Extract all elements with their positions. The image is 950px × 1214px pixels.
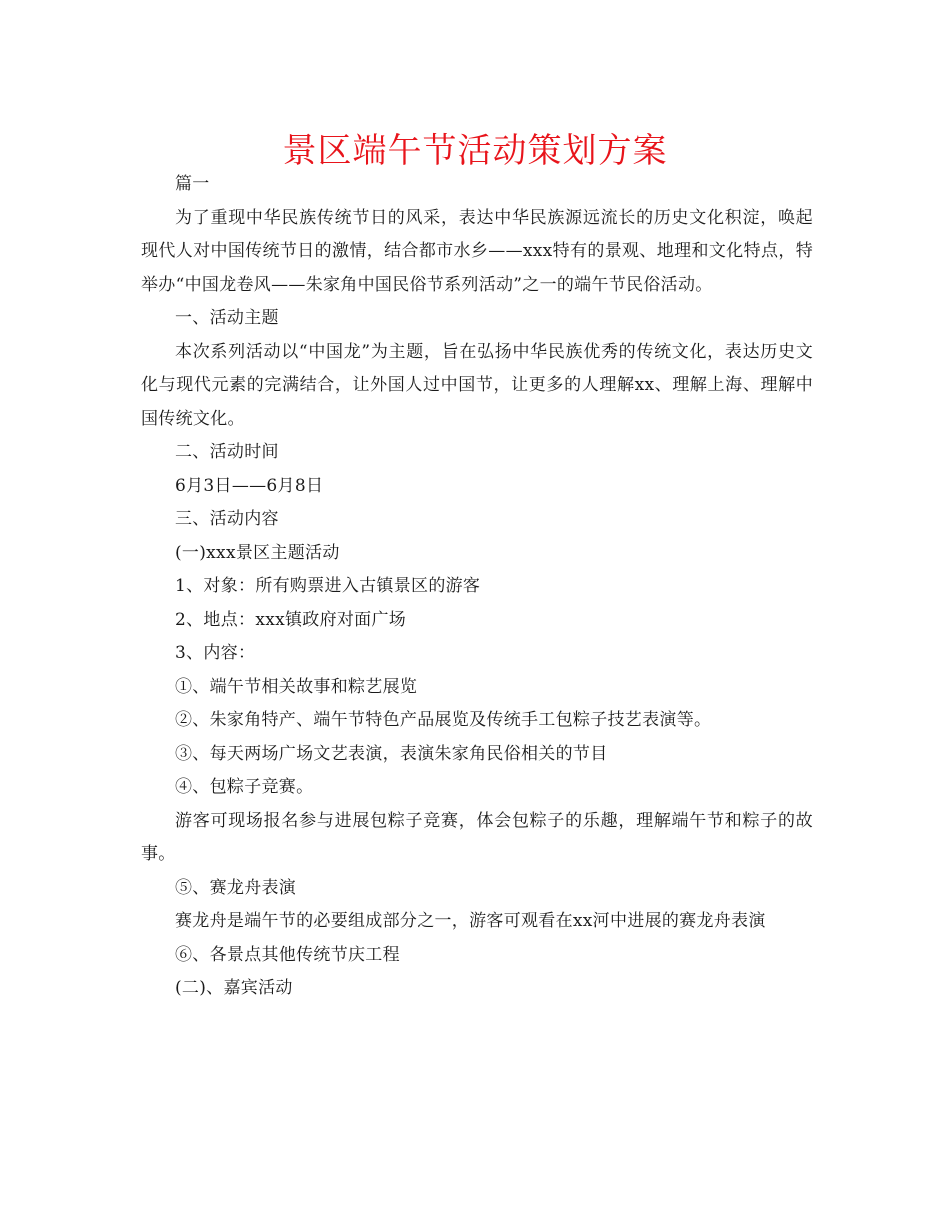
document-title: 景区端午节活动策划方案	[282, 131, 668, 171]
list-item-location: 2、地点：xxx镇政府对面广场	[175, 609, 407, 630]
document-body	[141, 168, 813, 1006]
list-item-performances: ③、每天两场广场文艺表演，表演朱家角民俗相关的节目	[175, 743, 608, 764]
list-item-exhibition: ①、端午节相关故事和粽艺展览	[175, 676, 418, 697]
heading-activity-content: 三、活动内容	[175, 509, 279, 529]
list-item-audience: 1、对象：所有购票进入古镇景区的游客	[175, 576, 481, 596]
subheading-guest-activities: (二)、嘉宾活动	[175, 978, 293, 998]
list-item-dragon-boat: ⑤、赛龙舟表演	[175, 877, 297, 898]
subheading-scenic-area-activities: (一)xxx景区主题活动	[175, 542, 340, 563]
dragon-boat-paragraph: 赛龙舟是端午节的必要组成部分之一，游客可观看在xx河中进展的赛龙舟表演	[175, 911, 766, 931]
theme-paragraph: 本次系列活动以“中国龙”为主题，旨在弘扬中华民族优秀的传统文化，表达历史文化与现代元素的完满结合，让外国人过中国节，让更多的人理解xx、理解上海、理解中国传统文化。	[141, 341, 813, 429]
list-item-zongzi-contest: ④、包粽子竞赛。	[175, 777, 314, 797]
list-item-other-projects: ⑥、各景点其他传统节庆工程	[175, 944, 400, 965]
section-label-pian-yi: 篇一	[175, 174, 210, 194]
zongzi-contest-paragraph: 游客可现场报名参与进展包粽子竞赛，体会包粽子的乐趣，理解端午节和粽子的故事。	[141, 810, 813, 864]
heading-activity-time: 二、活动时间	[175, 442, 279, 462]
heading-activity-theme: 一、活动主题	[175, 308, 279, 328]
intro-paragraph: 为了重现中华民族传统节日的风采，表达中华民族源远流长的历史文化积淀，唤起现代人对中国传统节日的激情，结合都市水乡——xxx特有的景观、地理和文化特点，特举办“中国龙卷风——朱家角中国民俗节系列活动”之一的端午节民俗活动。	[141, 207, 813, 295]
activity-dates: 6月3日——6月8日	[175, 475, 324, 496]
list-item-content: 3、内容：	[175, 643, 256, 663]
list-item-specialties: ②、朱家角特产、端午节特色产品展览及传统手工包粽子技艺表演等。	[175, 710, 712, 730]
